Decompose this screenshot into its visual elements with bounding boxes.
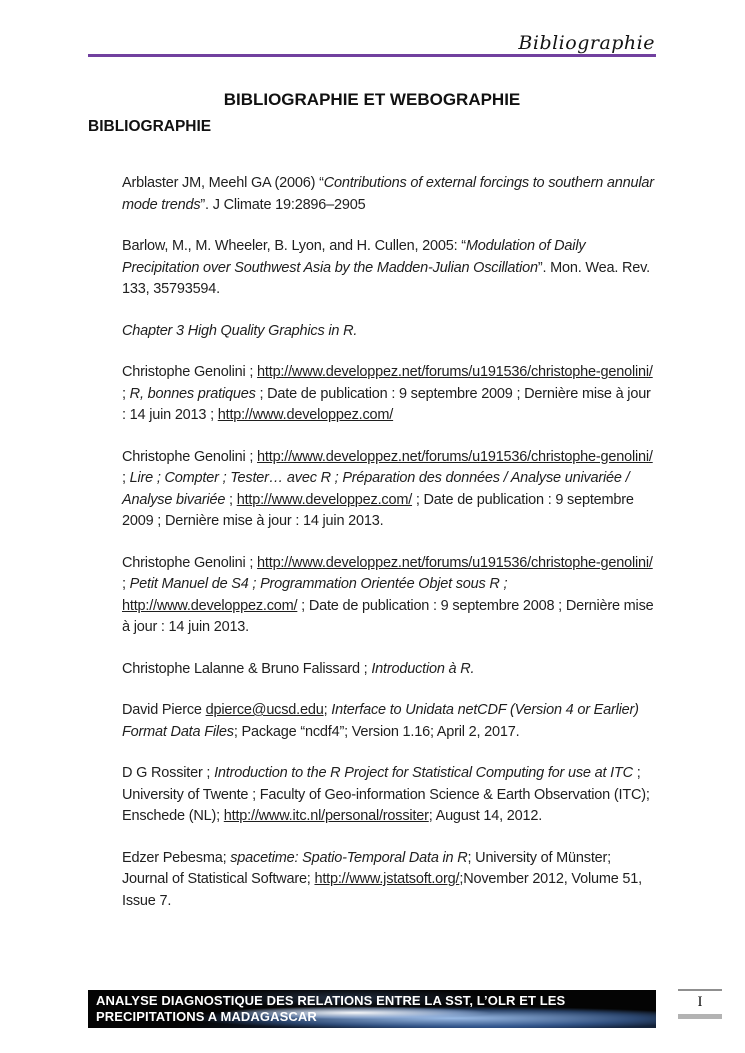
text-run: ; (122, 470, 130, 486)
bibliography-entry (122, 173, 657, 216)
text-run: ; (122, 576, 130, 592)
text-run: ;November 2012, Volume 51, Issue 7. (122, 871, 642, 909)
hyperlink[interactable]: dpierce@ucsd.edu (205, 702, 324, 718)
text-run: Christophe Genolini ; (122, 448, 258, 465)
text-run: ”. Mon. Wea. Rev. 133, 35793594. (122, 259, 650, 297)
hyperlink[interactable]: http://www.jstatsoft.org/ (314, 871, 460, 887)
text-run: Christophe Genolini ; (122, 554, 258, 571)
running-header-title: Bibliographie (518, 32, 655, 54)
text-run: David Pierce (122, 702, 206, 718)
footer-banner (88, 990, 656, 1028)
italic-text-run: Introduction à R. (371, 660, 475, 677)
section-heading: BIBLIOGRAPHIE (88, 118, 212, 135)
page-title: BIBLIOGRAPHIE ET WEBOGRAPHIE (223, 90, 521, 109)
text-run: ; Date de publication : 9 septembre 2009 ; Dernière mise à jour : 14 juin 2013. (122, 491, 634, 529)
text-run: ; August 14, 2012. (428, 808, 543, 824)
text-run: ; University of Twente ; Faculty of Geo-information Science & Earth Observation (ITC); Enschede (NL); (122, 765, 650, 824)
italic-text-run: Lire ; Compter ; Tester… avec R ; Préparation des données / Analyse univariée / Analyse bivariée (122, 470, 630, 508)
italic-text-run: Petit Manuel de S4 ; Programmation Orientée Objet sous R ; (129, 576, 508, 592)
bibliography-entry (122, 700, 657, 743)
italic-text-run: Modulation of Daily Precipitation over Southwest Asia by the Madden-Julian Oscillation (122, 238, 586, 276)
hyperlink[interactable]: http://www.itc.nl/personal/rossiter (223, 808, 429, 824)
italic-text-run: Contributions of external forcings to southern annular mode trends (122, 175, 654, 213)
footer-banner-text: ANALYSE DIAGNOSTIQUE DES RELATIONS ENTRE LA SST, L’OLR ET LES PRECIPITATIONS A MADAGASCAR (96, 993, 566, 1024)
bibliography-entry (122, 321, 657, 343)
text-run: ; (122, 385, 130, 402)
hyperlink[interactable]: http://www.developpez.net/forums/u191536/christophe-genolini/ (257, 448, 653, 465)
text-run: Barlow, M., M. Wheeler, B. Lyon, and H. Cullen, 2005: “ (122, 238, 466, 254)
bibliography-entry (122, 362, 657, 427)
text-run: ; University of Münster; Journal of Statistical Software; (122, 849, 611, 887)
italic-text-run: Interface to Unidata netCDF (Version 4 or Earlier) Format Data Files (122, 702, 639, 740)
hyperlink[interactable]: http://www.developpez.com/ (122, 597, 298, 614)
hyperlink[interactable]: http://www.developpez.net/forums/u191536/christophe-genolini/ (257, 554, 653, 571)
hyperlink[interactable]: http://www.developpez.net/forums/u191536/christophe-genolini/ (257, 364, 653, 380)
bibliography-entry (122, 553, 657, 639)
text-run: ; (323, 702, 332, 718)
hyperlink[interactable]: http://www.developpez.com/ (217, 407, 394, 423)
text-run: ; Package “ncdf4”; Version 1.16; April 2, 2017. (233, 723, 520, 740)
italic-text-run: Introduction to the R Project for Statistical Computing for use at ITC (214, 765, 633, 781)
text-run: Christophe Genolini ; (122, 364, 258, 380)
text-run: ; Date de publication : 9 septembre 2008 ; Dernière mise à jour : 14 juin 2013. (122, 597, 654, 635)
bibliography-entry (122, 236, 657, 301)
text-run: Arblaster JM, Meehl GA (2006) “ (122, 175, 324, 191)
italic-text-run: Chapter 3 High Quality Graphics in R. (122, 322, 358, 339)
bibliography-entry (122, 763, 657, 828)
text-run: ; Date de publication : 9 septembre 2009 ; Dernière mise à jour : 14 juin 2013 ; (122, 385, 651, 423)
text-run: ; (225, 491, 237, 508)
bibliography-entry (122, 447, 657, 533)
text-run: Christophe Lalanne & Bruno Falissard ; (122, 660, 372, 677)
text-run: ”. J Climate 19:2896–2905 (200, 196, 366, 213)
italic-text-run: R, bonnes pratiques (129, 385, 256, 402)
page-number: I (678, 989, 722, 1019)
bibliography-list (122, 173, 657, 932)
bibliography-entry (122, 659, 657, 681)
bibliography-entry (122, 848, 657, 913)
text-run: Edzer Pebesma; (122, 849, 231, 866)
text-run: D G Rossiter ; (122, 765, 215, 781)
hyperlink[interactable]: http://www.developpez.com/ (236, 491, 413, 508)
italic-text-run: spacetime: Spatio-Temporal Data in R (230, 849, 468, 866)
header-rule (88, 54, 656, 57)
